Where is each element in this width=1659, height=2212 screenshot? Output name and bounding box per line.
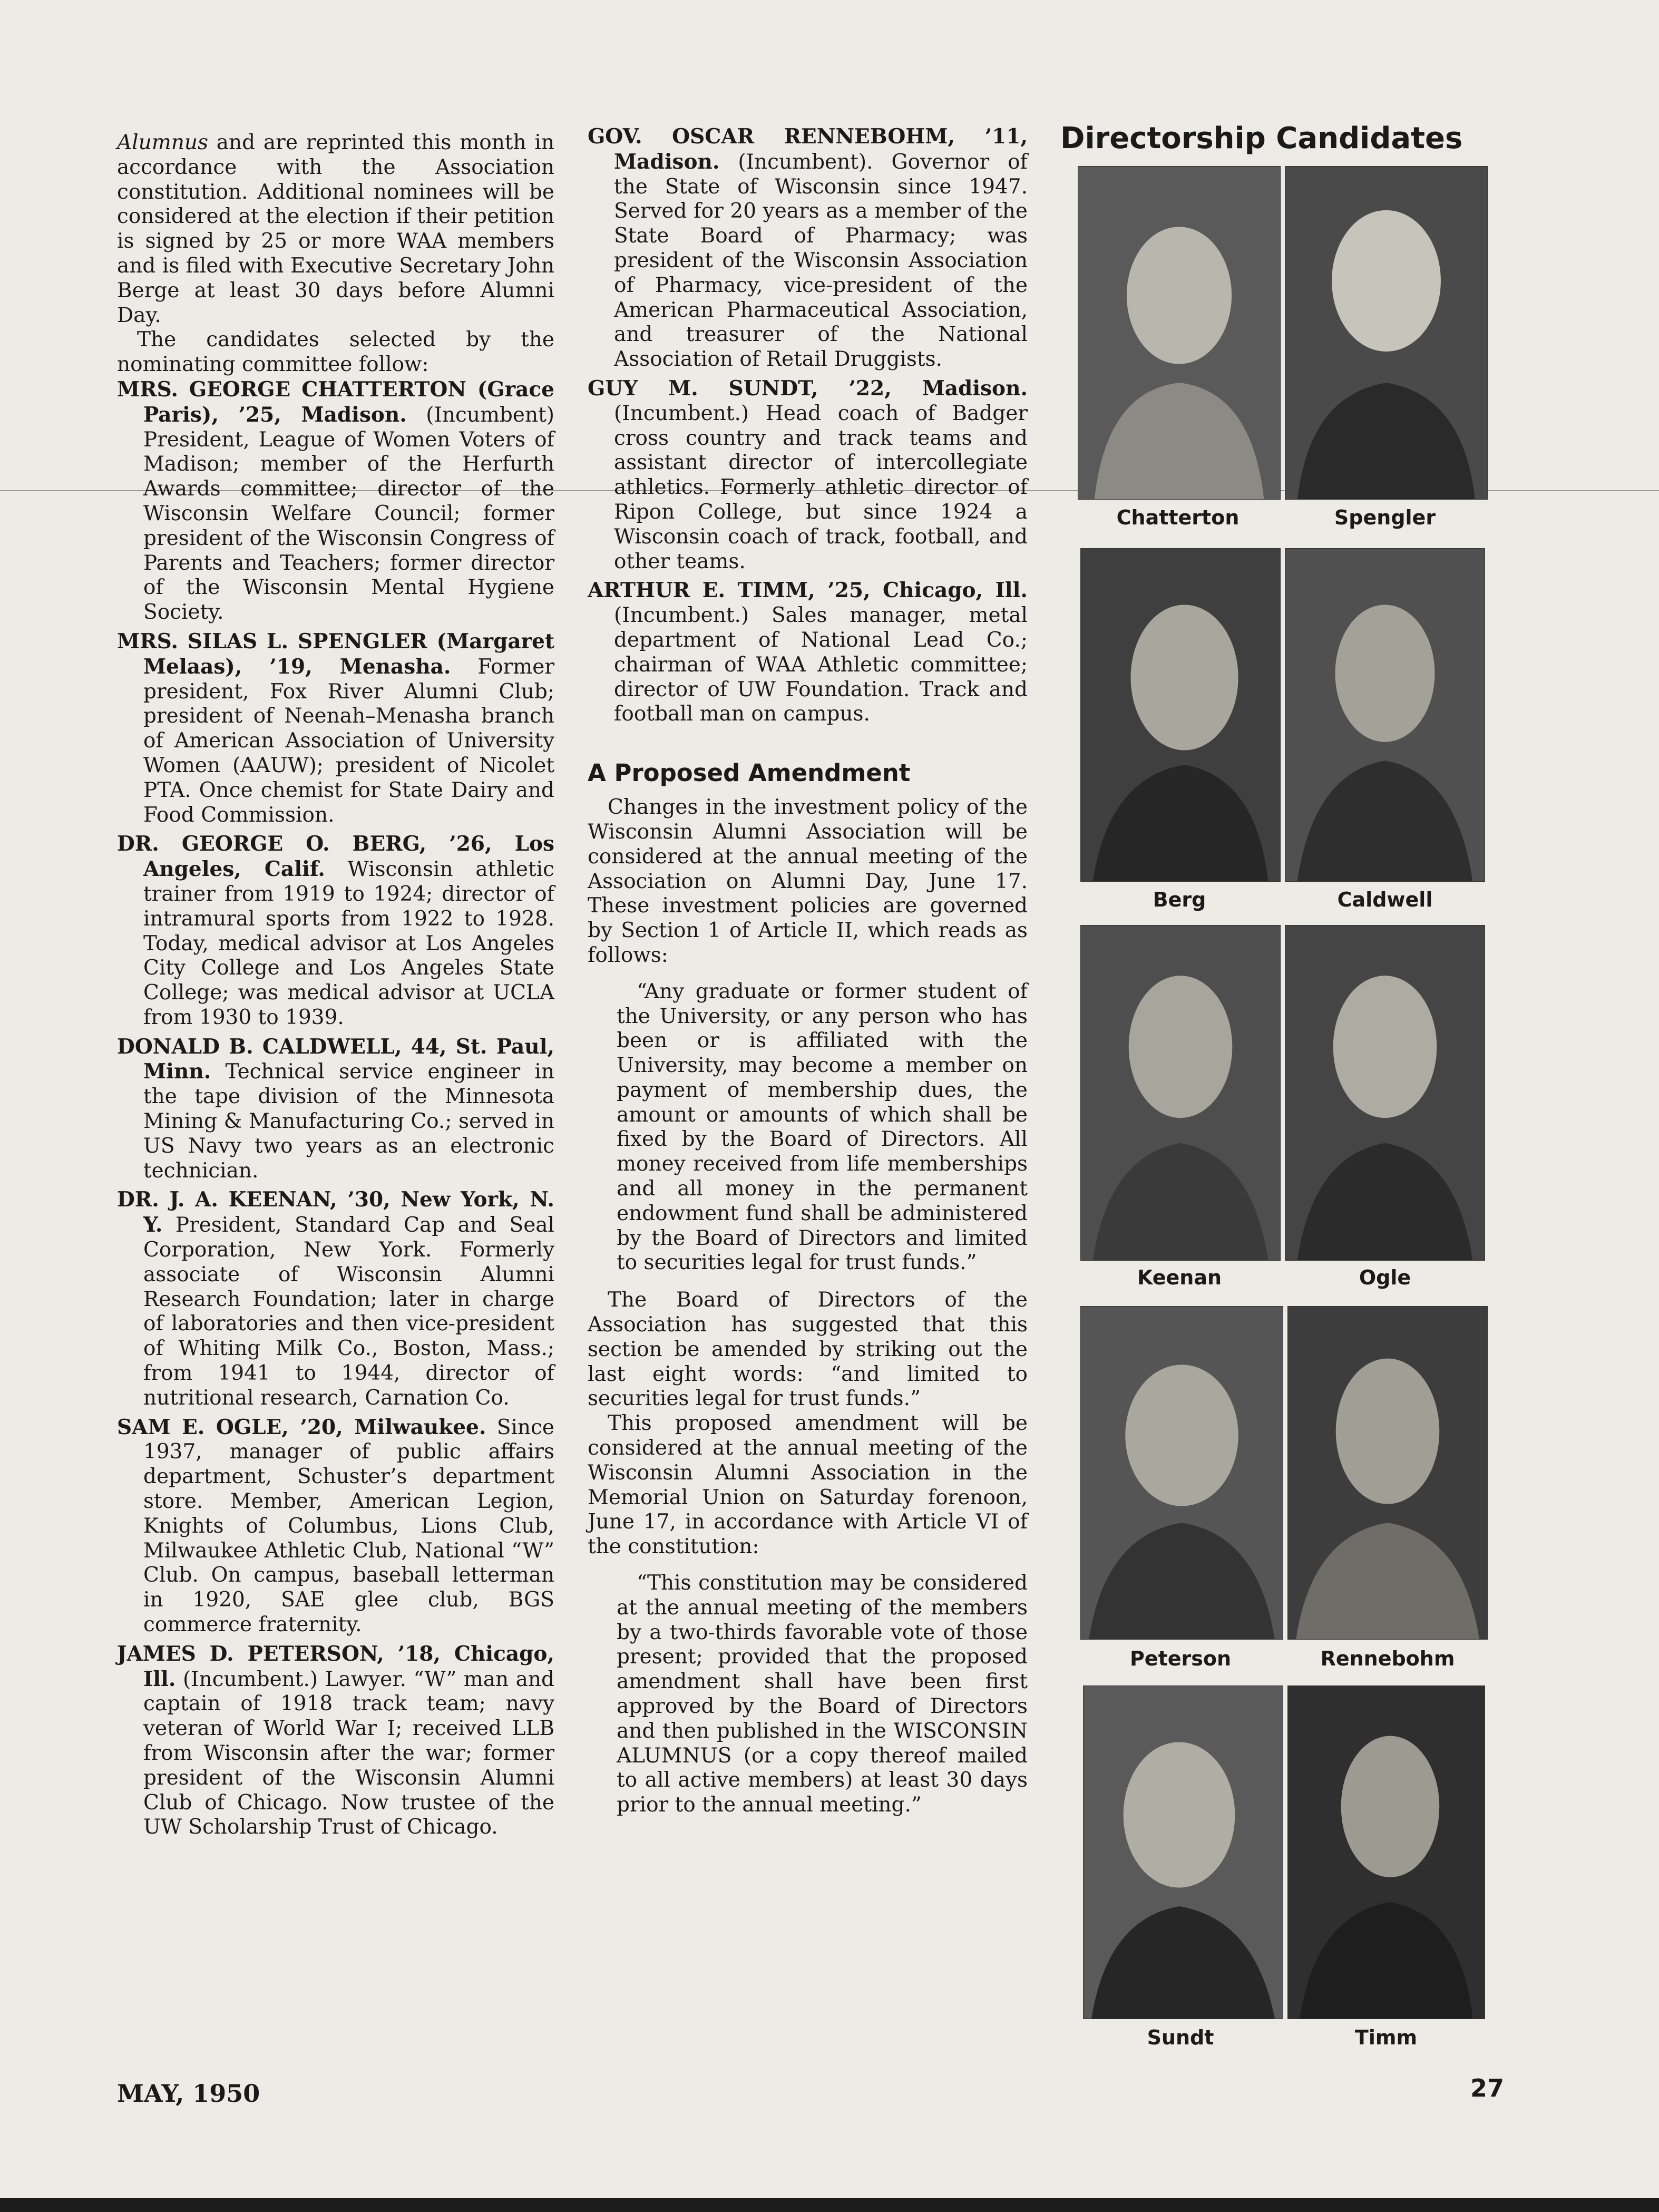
candidate-name: GUY M. SUNDT, ’22, Madison.	[588, 376, 1028, 401]
portrait-caption: Peterson	[1129, 1647, 1232, 1670]
portrait-caption: Rennebohm	[1320, 1647, 1455, 1670]
amendment-quote: “Any graduate or former student of the University, or any person who has been or is affiliated with the University, may become a member on payment of membership dues, the amount or amounts of which shall be fixed by the Board of Directors. All money received from life memberships and all money in the permanent endowment fund shall be administered by the Board of Directors and limited to securities legal for trust funds.”	[617, 979, 1028, 1275]
page-number: 27	[1470, 2074, 1505, 2102]
intro-text: and are reprinted this month in accordance with the Association constitution. Additional nominees will be considered at the election if their petition is signed by 25 or more WAA members and is filed with Executive Secretary John Berge at least 30 days before Alumni Day.	[117, 131, 554, 327]
amendment-quote: “This constitution may be considered at the annual meeting of the members by a two-thirds favorable vote of those present; provided that the proposed amendment shall have been first approved by the Board of Directors and then published in the WISCONSIN ALUMNUS (or a copy thereof mailed to all active members) at least 30 days prior to the annual meeting.”	[617, 1571, 1028, 1817]
portrait-photo	[1083, 1685, 1283, 2019]
candidate-entry	[588, 124, 1028, 372]
intro-paragraph-2: The candidates selected by the nominating committee follow:	[117, 328, 554, 377]
candidate-bio: (Incumbent.) Head coach of Badger cross country and track teams and assistant director of intercollegiate athletics. Formerly athletic director of Ripon College, but since 1924 a Wisconsin coach of track, football, and other teams.	[614, 401, 1028, 573]
portrait-caption: Timm	[1354, 2026, 1418, 2049]
portrait-photo	[1080, 925, 1281, 1261]
portrait-photo	[1285, 166, 1488, 500]
intro-italic: Alumnus	[117, 131, 208, 154]
portrait-photo	[1078, 166, 1281, 500]
portrait-photo	[1285, 548, 1485, 882]
candidate-bio: (Incumbent) President, League of Women Voters of Madison; member of the Herfurth Awards committee; director of the Wisconsin Welfare Council; former president of the Wisconsin Congress of Parents and Teachers; former director of the Wisconsin Mental Hygiene Society.	[143, 403, 554, 625]
candidate-entry	[117, 1415, 554, 1638]
candidate-bio: (Incumbent.) Lawyer. “W” man and captain of 1918 track team; navy veteran of World War I; received LLB from Wisconsin after the war; former president of the Wisconsin Alumni Club of Chicago. Now trustee of the UW Scholarship Trust of Chicago.	[143, 1667, 554, 1839]
portrait-caption: Ogle	[1359, 1266, 1411, 1289]
amendment-paragraph: This proposed amendment will be considered at the annual meeting of the Wisconsin Alumni Association in the Memorial Union on Saturday forenoon, June 17, in accordance with Article VI of the constitution:	[588, 1411, 1028, 1559]
candidate-entry	[588, 578, 1028, 727]
scan-edge	[0, 2198, 1659, 2212]
candidate-name: DONALD B. CALDWELL, 44, St. Paul, Minn.	[117, 1034, 554, 1084]
candidate-bio: Wisconsin athletic trainer from 1919 to 1924; director of intramural sports from 1922 to 1928. Today, medical advisor at Los Angeles City College and Los Angeles State College; was medical advisor at UCLA from 1930 to 1939.	[143, 857, 555, 1029]
candidate-bio: Former president, Fox River Alumni Club; president of Neenah–Menasha branch of American Association of University Women (AAUW); president of Nicolet PTA. Once chemist for State Dairy and Food Commission.	[143, 655, 554, 827]
candidate-entry	[117, 1035, 554, 1184]
portrait-photo	[1285, 925, 1485, 1261]
candidate-entry	[117, 1187, 554, 1410]
amendment-heading: A Proposed Amendment	[588, 759, 911, 787]
portrait-caption: Sundt	[1147, 2026, 1214, 2049]
candidate-name: MRS. SILAS L. SPENGLER (Margaret Melaas), ’19, Menasha.	[117, 629, 554, 679]
directorship-title: Directorship Candidates	[1060, 121, 1463, 155]
portrait-photo	[1080, 1306, 1283, 1640]
candidate-bio: (Incumbent.) Sales manager, metal department of National Lead Co.; chairman of WAA Athletic committee; director of UW Foundation. Track and football man on campus.	[614, 603, 1028, 726]
portrait-photo	[1287, 1306, 1488, 1640]
candidate-name: JAMES D. PETERSON, ’18, Chicago, Ill.	[117, 1641, 554, 1691]
portrait-caption: Chatterton	[1116, 506, 1240, 529]
candidate-entry	[117, 1642, 554, 1840]
candidate-bio: (Incumbent). Governor of the State of Wisconsin since 1947. Served for 20 years as a member of the State Board of Pharmacy; was president of the Wisconsin Association of Pharmacy, vice-president of the American Pharmaceutical Association, and treasurer of the National Association of Retail Druggists.	[614, 150, 1028, 372]
candidate-name: SAM E. OGLE, ’20, Milwaukee.	[117, 1415, 486, 1439]
portrait-caption: Keenan	[1137, 1266, 1222, 1289]
portrait-caption: Caldwell	[1337, 888, 1433, 911]
candidate-bio: Technical service engineer in the tape division of the Minnesota Mining & Manufacturing Co.; served in US Navy two years as an electronic technician.	[143, 1060, 554, 1183]
candidate-column-1	[117, 131, 554, 1844]
candidate-name: MRS. GEORGE CHATTERTON (Grace Paris), ’25, Madison.	[117, 377, 554, 427]
candidate-entry	[588, 376, 1028, 574]
intro-paragraph	[117, 131, 554, 328]
candidate-entry	[117, 629, 554, 827]
candidate-name: DR. GEORGE O. BERG, ’26, Los Angeles, Calif.	[117, 832, 554, 882]
candidate-bio: President, Standard Cap and Seal Corporation, New York. Formerly associate of Wisconsin Alumni Research Foundation; later in charge of laboratories and then vice-president of Whiting Milk Co., Boston, Mass.; from 1941 to 1944, director of nutritional research, Carnation Co.	[143, 1213, 554, 1410]
candidate-bio: Since 1937, manager of public affairs department, Schuster’s department store. Member, American Legion, Knights of Columbus, Lions Club, Milwaukee Athletic Club, National “W” Club. On campus, baseball letterman in 1920, SAE glee club, BGS commerce fraternity.	[143, 1415, 554, 1637]
amendment-paragraph: The Board of Directors of the Association has suggested that this section be amended by striking out the last eight words: “and limited to securities legal for trust funds.”	[588, 1288, 1028, 1411]
candidate-name: DR. J. A. KEENAN, ’30, New York, N. Y.	[117, 1187, 554, 1237]
portrait-photo	[1287, 1685, 1485, 2019]
candidate-column-2	[588, 124, 1028, 1830]
portrait-caption: Berg	[1153, 888, 1206, 911]
candidate-name: ARTHUR E. TIMM, ’25, Chicago, Ill.	[588, 578, 1028, 603]
portrait-photo	[1080, 548, 1281, 882]
issue-date: MAY, 1950	[117, 2079, 260, 2108]
portrait-caption: Spengler	[1334, 506, 1436, 529]
candidate-entry	[117, 377, 554, 625]
amendment-paragraph: Changes in the investment policy of the Wisconsin Alumni Association will be considered at the annual meeting of the Association on Alumni Day, June 17. These investment policies are governed by Section 1 of Article II, which reads as follows:	[588, 795, 1028, 967]
candidate-entry	[117, 832, 554, 1030]
candidate-name: GOV. OSCAR RENNEBOHM, ’11, Madison.	[588, 124, 1028, 174]
